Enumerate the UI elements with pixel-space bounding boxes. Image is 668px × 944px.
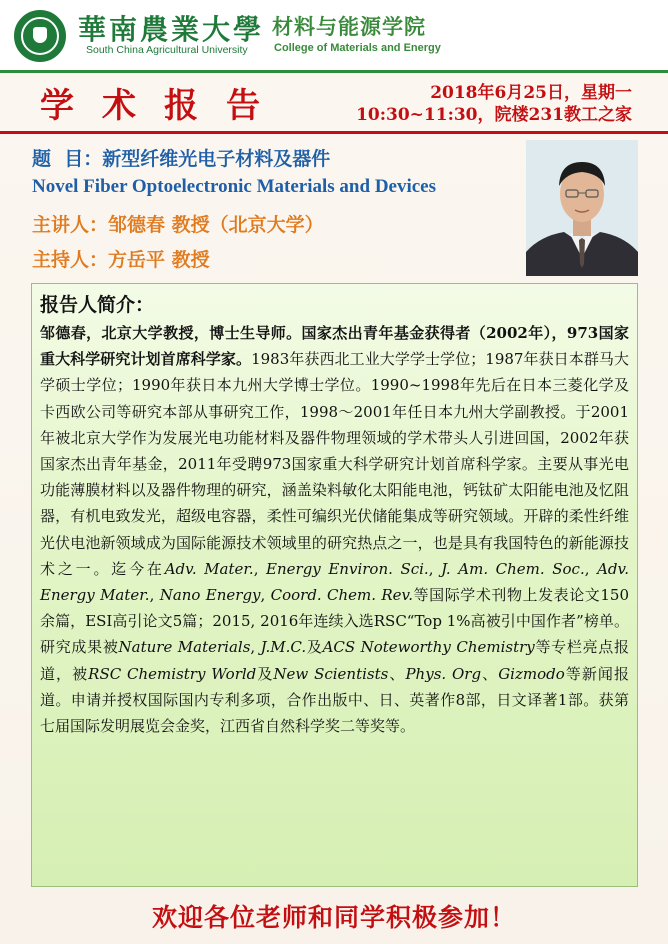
media-name: J.M.C. [260,638,307,657]
event-time-place: 10:30~11:30，院楼231教工之家 [356,105,632,125]
bio-career: 1983年获西北工业大学学士学位；1987年获日本群马大学硕士学位；1990年获日本九州大学博士学位。1990~1998年先后在日本三菱化学及卡西欧公司等研究本部从事研究工作，1998～2001年任日本九州大学副教授。于2001年被北京大学作为发展光电功能材料及器件物理领域的学术带头人引进回国，2002年获国家杰出青年基金，2011年受聘973国家重大科学研究计划首席科学家。主要从事光电功能薄膜材料以及器件物理的研究，涵盖染料敏化太阳能电池，钙钛矿太阳能电池及忆阻器，有机电致发光，超级电容器，柔性可编织光伏储能集成等研究领域。开辟的柔性纤维光伏电池新领域成为国际能源技术领域里的研究热点之一，也是具有我国特色的新能源技术之一。迄今在 [40,350,629,578]
journal-name: Energy Environ. Sci. [266,559,429,578]
media-name: New Scientists [273,664,389,683]
header-divider [0,70,668,73]
separator: 、 [388,664,406,683]
journal-name: Nano Energy [159,586,261,605]
topic-en: Novel Fiber Optoelectronic Materials and Devices [32,176,437,197]
bio-publications: 等国际学术刊物上发表论文150余篇，ESI高引论文5篇；2015, 2016年连续入选RSC“Top 1%高被引中国作者”榜单。研究成果被 [40,586,629,657]
header [0,0,668,72]
speaker-photo [526,140,638,276]
university-logo-icon [14,10,66,62]
event-date: 2018年6月25日，星期一 [430,83,632,103]
journal-name: J. Am. Chem. Soc. [441,559,585,578]
banner-divider [0,131,668,134]
media-name: ACS Noteworthy Chemistry [322,638,535,657]
separator: 、 [481,664,499,683]
separator: , [260,586,271,605]
journal-name: Adv. Mater. [164,559,254,578]
host: 主持人：方岳平 教授 [32,249,210,271]
college-name-cn: 材料与能源学院 [272,15,426,39]
bio-intro-bold: 邹德春，北京大学教授，博士生导师。国家杰出青年基金获得者（2002年），973国家重大科学研究计划首席科学家。 [40,324,629,369]
separator: , [250,638,261,657]
journal-name: Coord. Chem. Rev. [270,586,414,605]
bio-heading: 报告人简介： [40,294,155,316]
speaker-portrait-icon [526,140,638,276]
media-name: Nature Materials [118,638,251,657]
separator: 及 [256,664,274,683]
separator: , [584,559,598,578]
bio-highlights: 等专栏亮点报道，被 [40,638,629,683]
report-title: 学术报告 [40,86,288,126]
separator: 及 [306,638,323,657]
university-name-en: South China Agricultural University [86,44,248,56]
speaker: 主讲人：邹德春 教授（北京大学） [32,214,324,236]
bio-box [31,283,638,887]
journal-name: Adv. Energy Mater. [40,559,629,605]
media-name: Gizmodo [498,664,565,683]
separator: , [149,586,160,605]
university-name-cn: 華南農業大學 [78,13,265,46]
media-name: Phys. Org [405,664,482,683]
topic-cn: 题 目：新型纤维光电子材料及器件 [32,148,331,170]
welcome-message: 欢迎各位老师和同学积极参加！ [151,903,516,932]
media-name: RSC Chemistry World [88,664,257,683]
bio-text [40,320,629,739]
separator: , [428,559,442,578]
bio-awards: 等新闻报道。申请并授权国际国内专利多项，合作出版中、日、英著作8部，日文译著1部。获第七届国际发明展览会金奖，江西省自然科学奖二等奖等。 [40,664,629,736]
college-name-en: College of Materials and Energy [274,42,441,54]
separator: , [253,559,267,578]
